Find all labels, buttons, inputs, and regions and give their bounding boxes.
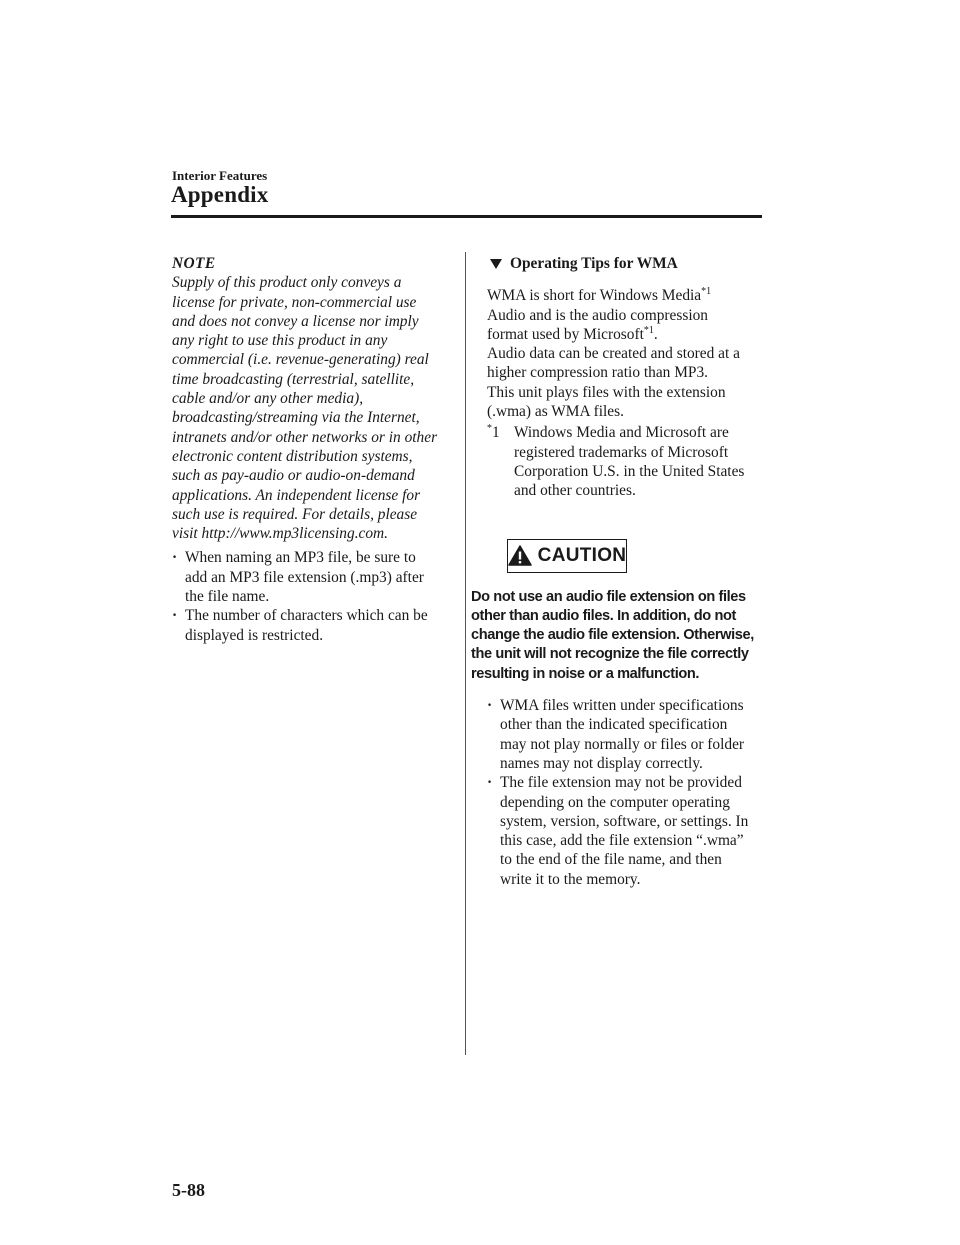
note-line: and does not convey a license nor imply [172, 312, 419, 330]
bullet-icon [172, 606, 185, 625]
list-item: · The number of characters which can be displayed is restricted. [172, 606, 458, 645]
note-line: Supply of this product only conveys a [172, 274, 402, 292]
section-heading [487, 254, 769, 273]
note-line: license for private, non-commercial use [172, 293, 417, 311]
note-line: any right to use this product in any [172, 332, 388, 350]
page-title: Appendix [171, 182, 269, 207]
caution-label: CAUTION [537, 544, 627, 566]
column-divider [465, 252, 466, 1055]
right-column [471, 254, 769, 889]
left-bullet-list [172, 548, 458, 644]
bullet-icon [172, 548, 185, 567]
note-line: time broadcasting (terrestrial, satellite, [172, 370, 415, 388]
section-heading-text: Operating Tips for WMA [510, 255, 678, 272]
footnote-ref: *1 [643, 324, 654, 336]
note-body [172, 273, 458, 543]
caution-badge [507, 539, 627, 573]
footnote-ref: *1 [701, 286, 712, 298]
list-item: · WMA files written under specifications other than the indicated specification may not play normally or files or folder names may not display correctly. [487, 696, 769, 773]
page-number: 5-88 [172, 1180, 205, 1200]
left-column [172, 254, 458, 645]
right-bullet-list [487, 696, 769, 889]
note-line: visit http://www.mp3licensing.com. [172, 525, 389, 543]
caution-text: Do not use an audio file extension on files other than audio files. In addition, do not change the audio file extension. Otherwise, the unit will not recognize the file correctly resulting in noise or a malfunction. [471, 588, 754, 682]
bullet-icon [487, 696, 500, 715]
footnote-marker: *1 [487, 423, 500, 442]
note-line: cable and/or any other media), [172, 390, 364, 408]
section-label: Interior Features [172, 168, 268, 183]
note-line: intranets and/or other networks or in other [172, 428, 438, 446]
footnote [487, 423, 769, 500]
note-line: commercial (i.e. revenue-generating) real [172, 351, 429, 369]
note-line: broadcasting/streaming via the Internet, [172, 409, 420, 427]
header-rule [171, 215, 762, 218]
triangle-down-icon [490, 259, 502, 269]
note-title: NOTE [172, 255, 216, 272]
bullet-icon [487, 773, 500, 792]
list-item: · When naming an MP3 file, be sure to add an MP3 file extension (.mp3) after the file name. [172, 548, 458, 606]
warning-icon [508, 545, 532, 566]
wma-description: WMA is short for Windows Media$^{*1}$ Audio and is the audio compression format used by Microsoft$^{*1}$. Audio data can be created and stored at a higher compression ratio than MP3. This unit plays files with the extension (.wma) as WMA files. [487, 286, 740, 421]
list-item: · The file extension may not be provided depending on the computer operating system, version, software, or settings. In this case, add the file extension “.wma” to the end of the file name, and then write it to the memory. [487, 773, 769, 889]
note-line: such use is required. For details, please [172, 505, 418, 523]
note-line: such as pay-audio or audio-on-demand [172, 467, 415, 485]
note-line: electronic content distribution systems, [172, 447, 413, 465]
footnote-body: Windows Media and Microsoft are registered trademarks of Microsoft Corporation U.S. in the United States and other countries. [514, 424, 745, 500]
note-line: applications. An independent license for [172, 486, 421, 504]
